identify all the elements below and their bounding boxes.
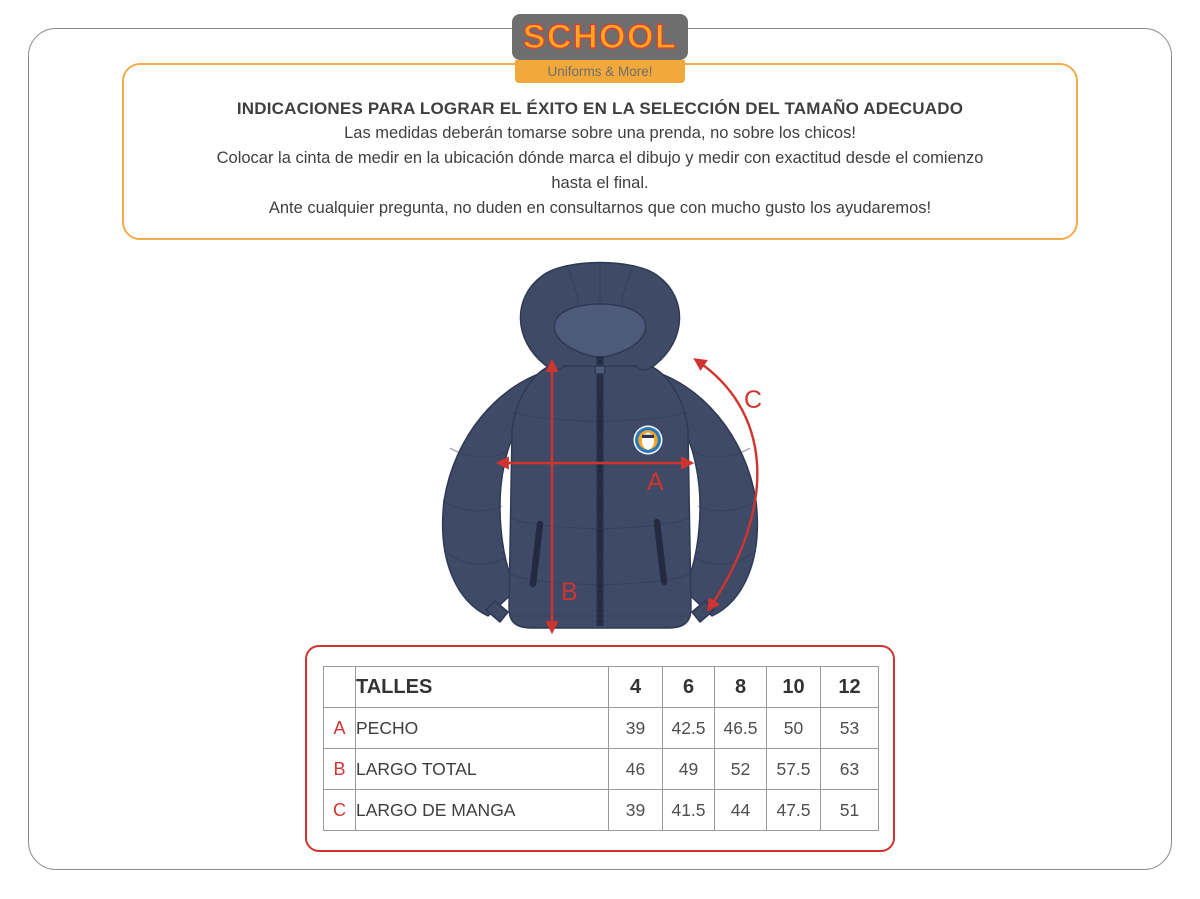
row-letter: C: [324, 790, 356, 831]
brand-name: SCHOOL: [512, 14, 688, 60]
jacket-diagram: [400, 250, 800, 650]
cell-value: 49: [663, 749, 715, 790]
cell-value: 53: [821, 708, 879, 749]
table-row-pecho: [324, 708, 879, 749]
row-label: LARGO TOTAL: [356, 749, 609, 790]
measure-label-b: B: [561, 578, 578, 606]
header-size-12: 12: [821, 667, 879, 708]
brand-logo: [512, 14, 688, 83]
cell-value: 47.5: [767, 790, 821, 831]
jacket-zipper-pendant: [598, 374, 603, 391]
measure-label-c: C: [744, 386, 763, 414]
jacket-illustration: [443, 263, 758, 629]
header-talles: TALLES: [356, 667, 609, 708]
row-letter: B: [324, 749, 356, 790]
cell-value: 44: [715, 790, 767, 831]
cell-value: 52: [715, 749, 767, 790]
cell-value: 57.5: [767, 749, 821, 790]
cell-value: 39: [609, 708, 663, 749]
cell-value: 41.5: [663, 790, 715, 831]
header-size-4: 4: [609, 667, 663, 708]
crest-band: [642, 435, 654, 438]
cell-value: 51: [821, 790, 879, 831]
row-letter: A: [324, 708, 356, 749]
table-row-largo-total: [324, 749, 879, 790]
size-table: [323, 666, 879, 831]
instruction-line-1: Las medidas deberán tomarse sobre una prenda, no sobre los chicos!: [344, 124, 856, 142]
size-table-header-row: [324, 667, 879, 708]
jacket-zipper-pull: [595, 366, 605, 374]
instructions-box: [122, 63, 1078, 240]
instructions-title: INDICACIONES PARA LOGRAR EL ÉXITO EN LA SELECCIÓN DEL TAMAÑO ADECUADO: [236, 99, 964, 118]
row-label: LARGO DE MANGA: [356, 790, 609, 831]
cell-value: 39: [609, 790, 663, 831]
instruction-line-4: Ante cualquier pregunta, no duden en consultarnos que con mucho gusto los ayudaremos!: [268, 199, 932, 217]
instruction-line-2: Colocar la cinta de medir en la ubicación dónde marca el dibujo y medir con exactitud desde el comienzo: [216, 149, 984, 167]
row-label: PECHO: [356, 708, 609, 749]
header-size-8: 8: [715, 667, 767, 708]
brand-tagline: Uniforms & More!: [515, 60, 685, 83]
table-row-largo-de-manga: [324, 790, 879, 831]
cell-value: 46: [609, 749, 663, 790]
crest-badge: [634, 426, 663, 455]
header-size-10: 10: [767, 667, 821, 708]
cell-value: 46.5: [715, 708, 767, 749]
cell-value: 50: [767, 708, 821, 749]
header-size-6: 6: [663, 667, 715, 708]
cell-value: 63: [821, 749, 879, 790]
header-letter-cell: [324, 667, 356, 708]
instruction-line-3: hasta el final.: [551, 174, 649, 192]
cell-value: 42.5: [663, 708, 715, 749]
measure-label-a: A: [647, 468, 664, 496]
